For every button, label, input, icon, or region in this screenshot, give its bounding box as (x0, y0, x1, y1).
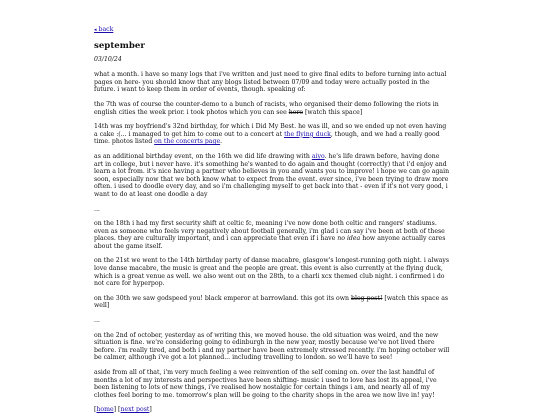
life-drawing-text: as an additional birthday event, on the 16th we did life drawing with (94, 152, 312, 160)
godspeed-text: on the 30th we saw godspeed you! black emperor at barrowland. this got its own (94, 294, 351, 302)
back-link[interactable] (94, 26, 113, 35)
watch-space-note: [watch this space] (303, 108, 363, 116)
paragraph-danse-macabre: on the 21st we went to the 14th birthday party of danse macabre, glasgow's longest-running goth night. i always love danse macabre, the music is great and the people are great. this event is also currently at the flying duck, which is a great venue as well. we also went out on the 28th, to a charli xcx themed club night. i confirmed i do not care for hyperpop. (94, 257, 450, 288)
section-separator-2: ... (94, 317, 100, 325)
celtic-text-2: how anyone actually cares about the game itself. (94, 235, 446, 250)
celtic-text: on the 18th i had my first security shift at celtic fc, meaning i've now done both celtic and rangers' stadiums. even as someone who feels very negatively about football generally, i'm glad i can say i've been at both of these places. they are culturally important, and i can appreciate that even if i have (94, 220, 445, 243)
post-date: 03/10/24 (94, 55, 122, 63)
paragraph-moving: on the 2nd of october, yesterday as of writing this, we moved house. the old situation was weird, and the new situation is fine. we're considering going to edinburgh in the new year, mostly because we've not lived there before. i'm really tired, and both i and my partner have been extremely stressed recently. i'm hoping october will be calmer, although i've got a lot planned... including travelling to london. so we'll have to see! (94, 331, 450, 362)
paragraph-counter-demo (94, 101, 450, 116)
paragraph-life-drawing (94, 153, 450, 199)
back-arrow-icon: ◂ (94, 27, 97, 33)
photos-link-struck: here (288, 108, 304, 116)
paragraph-godspeed (94, 295, 450, 310)
paragraph-celtic (94, 220, 450, 250)
paragraph-birthday (94, 123, 450, 146)
concerts-page-link[interactable]: on the concerts page (154, 138, 221, 146)
post-title: september (94, 40, 145, 51)
blog-post-struck: blog post! (351, 294, 383, 302)
birthday-text: 14th was my boyfriend's 32nd birthday, for which i Did My Best. he was ill, and so we ended up not even having a cake :(... i managed to get him to come out to a concert at (94, 123, 447, 138)
section-separator: ... (94, 205, 100, 213)
footer-nav: [home] [next post] (94, 406, 152, 414)
home-link[interactable]: home (96, 406, 114, 414)
aiyo-link[interactable]: aiyo (311, 152, 325, 160)
post-container (94, 26, 450, 414)
birthday-text-3: . (220, 138, 223, 146)
back-link-label: back (98, 26, 114, 33)
counter-demo-text: the 7th was of course the counter-demo to a bunch of racists, who organised their demo following the riots in english cities the week prior. i took photos which you can see (94, 100, 439, 116)
flying-duck-link[interactable]: the flying duck (284, 130, 331, 138)
watch-space-note-2: [watch this space as well] (94, 294, 449, 310)
paragraph-intro: what a month. i have so many logs that i've written and just need to give final edits to before turning into actual pages on here- you should know that any blogs listed between 07/09 and today were actually posted in the future. i want to keep them in order of events, though. speaking of: (94, 71, 447, 94)
birthday-text-2: , though, and we had a really good time. photos listed (94, 130, 440, 146)
life-drawing-text-2: . he's life drawn before, having done art in college, but i never have. it's something he's wanted to do again and thought (correctly) that i'd enjoy and learn a lot from. it's nice having a partner who believes in you and wants you to improve! i hope we can go again soon, especially now that we both know what to expect from the event. ever since, i've been trying to draw more often. i used to doodle every day, and so i'm challenging myself to get back into that - even if it's not very good, i want to do at least one doodle a day (94, 152, 450, 198)
paragraph-reinvention: aside from all of that, i'm very much feeling a wee reinvention of the self coming on. over the last handful of months a lot of my interests and perspectives have been shifting- music i used to love has lost its appeal, i've been listening to lots of new things, i've realised how nostalgic for certain things i am, and nearly all of my clothes feel boring to me. tomorrow's plan will be going to the charity shops in the area we now live in! yay! (94, 369, 437, 399)
next-post-link[interactable]: next post (120, 406, 150, 414)
emphasis-no-idea: no idea (337, 235, 361, 243)
